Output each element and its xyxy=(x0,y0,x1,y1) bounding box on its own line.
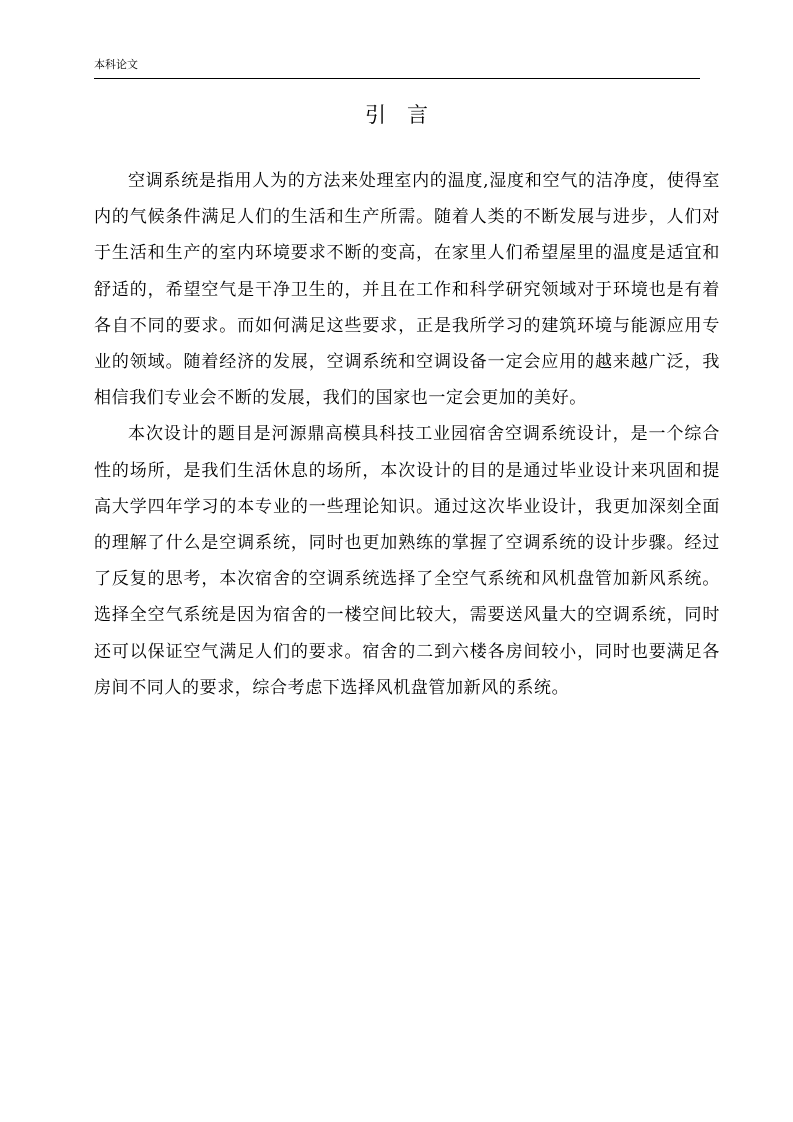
paragraph-1: 空调系统是指用人为的方法来处理室内的温度,湿度和空气的洁净度，使得室内的气候条件满足人们的生活和生产所需。随着人类的不断发展与进步，人们对于生活和生产的室内环境要求不断的变高，在家里人们希望屋里的温度是适宜和舒适的，希望空气是干净卫生的，并且在工作和科学研究领域对于环境也是有着各自不同的要求。而如何满足这些要求，正是我所学习的建筑环境与能源应用专业的领域。随着经济的发展，空调系统和空调设备一定会应用的越来越广泛，我相信我们专业会不断的发展，我们的国家也一定会更加的美好。 xyxy=(94,171,720,409)
page-title: 引言 xyxy=(365,103,449,127)
body-text xyxy=(94,163,720,706)
header-divider xyxy=(94,78,700,79)
paragraph-2: 本次设计的题目是河源鼎高模具科技工业园宿舍空调系统设计，是一个综合性的场所，是我们生活休息的场所，本次设计的目的是通过毕业设计来巩固和提高大学四年学习的本专业的一些理论知识。通过这次毕业设计，我更加深刻全面的理解了什么是空调系统，同时也更加熟练的掌握了空调系统的设计步骤。经过了反复的思考，本次宿舍的空调系统选择了全空气系统和风机盘管加新风系统。选择全空气系统是因为宿舍的一楼空间比较大，需要送风量大的空调系统，同时还可以保证空气满足人们的要求。宿舍的二到六楼各房间较小，同时也要满足各房间不同人的要求，综合考虑下选择风机盘管加新风的系统。 xyxy=(94,424,720,698)
running-header: 本科论文 xyxy=(94,58,138,71)
